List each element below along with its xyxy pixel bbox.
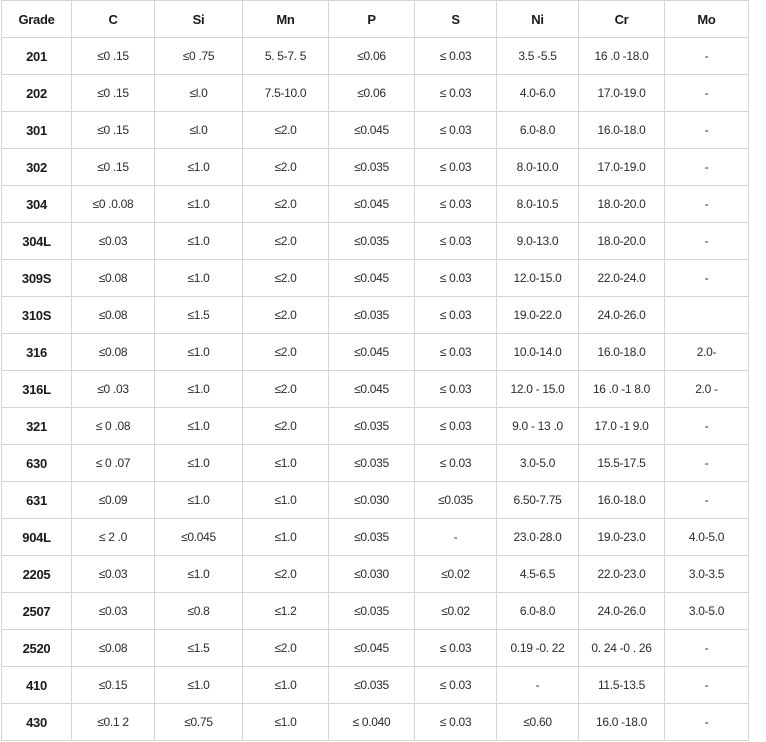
cell-mo: 3.0-3.5 — [665, 556, 749, 593]
table-row — [2, 445, 749, 482]
header-row — [2, 1, 749, 38]
cell-p: ≤0.045 — [329, 260, 415, 297]
cell-ni: 12.0 - 15.0 — [497, 371, 579, 408]
cell-si: ≤1.0 — [155, 223, 243, 260]
cell-mn: ≤2.0 — [243, 297, 329, 334]
cell-ni: 12.0-15.0 — [497, 260, 579, 297]
cell-mo: - — [665, 482, 749, 519]
cell-mn: ≤2.0 — [243, 223, 329, 260]
cell-ni: 9.0-13.0 — [497, 223, 579, 260]
cell-p: ≤0.030 — [329, 556, 415, 593]
cell-cr: 16 .0 -1 8.0 — [579, 371, 665, 408]
cell-si: ≤1.0 — [155, 667, 243, 704]
cell-mn: 5. 5-7. 5 — [243, 38, 329, 75]
table-row — [2, 223, 749, 260]
cell-c: ≤0.03 — [72, 593, 155, 630]
cell-si: ≤l.0 — [155, 112, 243, 149]
cell-cr: 16.0-18.0 — [579, 112, 665, 149]
cell-si: ≤l.0 — [155, 75, 243, 112]
cell-p: ≤0.035 — [329, 223, 415, 260]
table-row — [2, 38, 749, 75]
cell-s: ≤0.02 — [415, 556, 497, 593]
cell-cr: 16.0-18.0 — [579, 482, 665, 519]
cell-cr: 16.0 -18.0 — [579, 704, 665, 741]
cell-s: ≤ 0.03 — [415, 297, 497, 334]
cell-c: ≤0 .15 — [72, 112, 155, 149]
cell-ni: 19.0-22.0 — [497, 297, 579, 334]
cell-mo: - — [665, 704, 749, 741]
cell-p: ≤0.035 — [329, 445, 415, 482]
cell-si: ≤1.0 — [155, 260, 243, 297]
cell-c: ≤ 0 .07 — [72, 445, 155, 482]
cell-mo: - — [665, 667, 749, 704]
cell-s: - — [415, 519, 497, 556]
cell-ni: 9.0 - 13 .0 — [497, 408, 579, 445]
cell-si: ≤1.0 — [155, 334, 243, 371]
column-header-ni: Ni — [497, 1, 579, 38]
cell-mo: - — [665, 630, 749, 667]
grade-cell: 316L — [2, 371, 72, 408]
cell-mo: 4.0-5.0 — [665, 519, 749, 556]
table-row — [2, 260, 749, 297]
cell-mo: - — [665, 112, 749, 149]
cell-c: ≤0 .15 — [72, 38, 155, 75]
cell-p: ≤ 0.040 — [329, 704, 415, 741]
table-row — [2, 482, 749, 519]
grade-cell: 304L — [2, 223, 72, 260]
table-row — [2, 519, 749, 556]
grade-cell: 904L — [2, 519, 72, 556]
cell-c: ≤ 2 .0 — [72, 519, 155, 556]
column-header-p: P — [329, 1, 415, 38]
cell-c: ≤0.03 — [72, 223, 155, 260]
cell-mo: - — [665, 408, 749, 445]
grade-cell: 310S — [2, 297, 72, 334]
cell-mn: 7.5-10.0 — [243, 75, 329, 112]
cell-s: ≤ 0.03 — [415, 445, 497, 482]
cell-si: ≤1.0 — [155, 482, 243, 519]
cell-ni: 10.0-14.0 — [497, 334, 579, 371]
cell-cr: 16.0-18.0 — [579, 334, 665, 371]
cell-mn: ≤2.0 — [243, 371, 329, 408]
cell-mo — [665, 297, 749, 334]
cell-p: ≤0.045 — [329, 112, 415, 149]
cell-s: ≤0.035 — [415, 482, 497, 519]
grade-cell: 316 — [2, 334, 72, 371]
cell-ni: 3.0-5.0 — [497, 445, 579, 482]
cell-cr: 17.0 -1 9.0 — [579, 408, 665, 445]
cell-si: ≤1.0 — [155, 149, 243, 186]
cell-p: ≤0.035 — [329, 519, 415, 556]
cell-s: ≤ 0.03 — [415, 667, 497, 704]
cell-s: ≤ 0.03 — [415, 260, 497, 297]
cell-s: ≤ 0.03 — [415, 149, 497, 186]
cell-cr: 17.0-19.0 — [579, 75, 665, 112]
cell-p: ≤0.030 — [329, 482, 415, 519]
cell-mn: ≤1.0 — [243, 704, 329, 741]
cell-c: ≤0.08 — [72, 297, 155, 334]
cell-c: ≤0.03 — [72, 556, 155, 593]
cell-si: ≤1.0 — [155, 445, 243, 482]
table-row — [2, 334, 749, 371]
grade-cell: 2520 — [2, 630, 72, 667]
cell-cr: 0. 24 -0 . 26 — [579, 630, 665, 667]
cell-ni: 6.50-7.75 — [497, 482, 579, 519]
cell-cr: 11.5-13.5 — [579, 667, 665, 704]
table-row — [2, 371, 749, 408]
cell-ni: 4.5-6.5 — [497, 556, 579, 593]
grade-cell: 430 — [2, 704, 72, 741]
cell-ni: ≤0.60 — [497, 704, 579, 741]
cell-s: ≤ 0.03 — [415, 371, 497, 408]
column-header-mo: Mo — [665, 1, 749, 38]
cell-mn: ≤2.0 — [243, 408, 329, 445]
cell-ni: 4.0-6.0 — [497, 75, 579, 112]
cell-mo: - — [665, 445, 749, 482]
cell-si: ≤0 .75 — [155, 38, 243, 75]
grade-cell: 202 — [2, 75, 72, 112]
table-row — [2, 704, 749, 741]
cell-p: ≤0.035 — [329, 149, 415, 186]
cell-si: ≤1.0 — [155, 371, 243, 408]
cell-cr: 19.0-23.0 — [579, 519, 665, 556]
cell-p: ≤0.035 — [329, 408, 415, 445]
cell-cr: 16 .0 -18.0 — [579, 38, 665, 75]
cell-cr: 15.5-17.5 — [579, 445, 665, 482]
column-header-si: Si — [155, 1, 243, 38]
cell-mo: - — [665, 223, 749, 260]
column-header-grade: Grade — [2, 1, 72, 38]
cell-mn: ≤1.0 — [243, 482, 329, 519]
cell-mo: - — [665, 260, 749, 297]
cell-p: ≤0.035 — [329, 593, 415, 630]
cell-p: ≤0.045 — [329, 630, 415, 667]
cell-ni: 3.5 -5.5 — [497, 38, 579, 75]
cell-mn: ≤2.0 — [243, 630, 329, 667]
cell-p: ≤0.045 — [329, 334, 415, 371]
grade-cell: 630 — [2, 445, 72, 482]
cell-s: ≤0.02 — [415, 593, 497, 630]
cell-mo: - — [665, 149, 749, 186]
column-header-mn: Mn — [243, 1, 329, 38]
cell-si: ≤1.0 — [155, 408, 243, 445]
cell-mn: ≤2.0 — [243, 186, 329, 223]
cell-s: ≤ 0.03 — [415, 223, 497, 260]
cell-s: ≤ 0.03 — [415, 75, 497, 112]
cell-mo: - — [665, 186, 749, 223]
cell-mn: ≤2.0 — [243, 334, 329, 371]
cell-mn: ≤1.0 — [243, 445, 329, 482]
cell-c: ≤0 .0.08 — [72, 186, 155, 223]
cell-s: ≤ 0.03 — [415, 186, 497, 223]
cell-s: ≤ 0.03 — [415, 334, 497, 371]
cell-s: ≤ 0.03 — [415, 38, 497, 75]
cell-si: ≤1.0 — [155, 556, 243, 593]
cell-si: ≤0.75 — [155, 704, 243, 741]
cell-si: ≤0.8 — [155, 593, 243, 630]
cell-mo: 2.0 - — [665, 371, 749, 408]
cell-si: ≤1.5 — [155, 630, 243, 667]
cell-s: ≤ 0.03 — [415, 704, 497, 741]
cell-cr: 22.0-23.0 — [579, 556, 665, 593]
cell-cr: 24.0-26.0 — [579, 297, 665, 334]
cell-s: ≤ 0.03 — [415, 408, 497, 445]
table-row — [2, 556, 749, 593]
cell-c: ≤0.08 — [72, 630, 155, 667]
grade-cell: 301 — [2, 112, 72, 149]
column-header-c: C — [72, 1, 155, 38]
cell-mo: - — [665, 38, 749, 75]
cell-c: ≤0.09 — [72, 482, 155, 519]
grade-cell: 304 — [2, 186, 72, 223]
column-header-s: S — [415, 1, 497, 38]
cell-c: ≤ 0 .08 — [72, 408, 155, 445]
cell-ni: 8.0-10.5 — [497, 186, 579, 223]
cell-cr: 18.0-20.0 — [579, 186, 665, 223]
cell-mo: 3.0-5.0 — [665, 593, 749, 630]
cell-c: ≤0 .15 — [72, 149, 155, 186]
cell-mo: 2.0- — [665, 334, 749, 371]
cell-c: ≤0.08 — [72, 260, 155, 297]
cell-si: ≤0.045 — [155, 519, 243, 556]
grade-cell: 410 — [2, 667, 72, 704]
table-row — [2, 408, 749, 445]
table-row — [2, 112, 749, 149]
cell-ni: 23.0·28.0 — [497, 519, 579, 556]
table-row — [2, 593, 749, 630]
column-header-cr: Cr — [579, 1, 665, 38]
cell-s: ≤ 0.03 — [415, 630, 497, 667]
cell-p: ≤0.035 — [329, 297, 415, 334]
cell-s: ≤ 0.03 — [415, 112, 497, 149]
cell-c: ≤0 .03 — [72, 371, 155, 408]
table-row — [2, 630, 749, 667]
grade-cell: 201 — [2, 38, 72, 75]
cell-mn: ≤2.0 — [243, 556, 329, 593]
grade-cell: 309S — [2, 260, 72, 297]
grade-cell: 321 — [2, 408, 72, 445]
composition-table — [1, 0, 749, 741]
table-row — [2, 667, 749, 704]
cell-cr: 18.0-20.0 — [579, 223, 665, 260]
cell-ni: 6.0-8.0 — [497, 112, 579, 149]
cell-p: ≤0.06 — [329, 38, 415, 75]
cell-mo: - — [665, 75, 749, 112]
cell-cr: 17.0-19.0 — [579, 149, 665, 186]
grade-cell: 302 — [2, 149, 72, 186]
grade-cell: 631 — [2, 482, 72, 519]
table-row — [2, 186, 749, 223]
cell-c: ≤0 .15 — [72, 75, 155, 112]
cell-cr: 22.0-24.0 — [579, 260, 665, 297]
cell-mn: ≤1.0 — [243, 667, 329, 704]
cell-c: ≤0.1 2 — [72, 704, 155, 741]
cell-ni: - — [497, 667, 579, 704]
cell-mn: ≤2.0 — [243, 149, 329, 186]
table-row — [2, 75, 749, 112]
cell-si: ≤1.5 — [155, 297, 243, 334]
grade-cell: 2205 — [2, 556, 72, 593]
table-header — [2, 1, 749, 38]
cell-p: ≤0.045 — [329, 186, 415, 223]
cell-mn: ≤1.0 — [243, 519, 329, 556]
cell-ni: 6.0-8.0 — [497, 593, 579, 630]
cell-cr: 24.0-26.0 — [579, 593, 665, 630]
cell-c: ≤0.08 — [72, 334, 155, 371]
grade-cell: 2507 — [2, 593, 72, 630]
table-body — [2, 38, 749, 741]
cell-p: ≤0.045 — [329, 371, 415, 408]
cell-p: ≤0.035 — [329, 667, 415, 704]
cell-ni: 8.0-10.0 — [497, 149, 579, 186]
cell-si: ≤1.0 — [155, 186, 243, 223]
table-row — [2, 149, 749, 186]
cell-ni: 0.19 -0. 22 — [497, 630, 579, 667]
table-row — [2, 297, 749, 334]
cell-mn: ≤2.0 — [243, 260, 329, 297]
cell-p: ≤0.06 — [329, 75, 415, 112]
cell-c: ≤0.15 — [72, 667, 155, 704]
cell-mn: ≤1.2 — [243, 593, 329, 630]
cell-mn: ≤2.0 — [243, 112, 329, 149]
